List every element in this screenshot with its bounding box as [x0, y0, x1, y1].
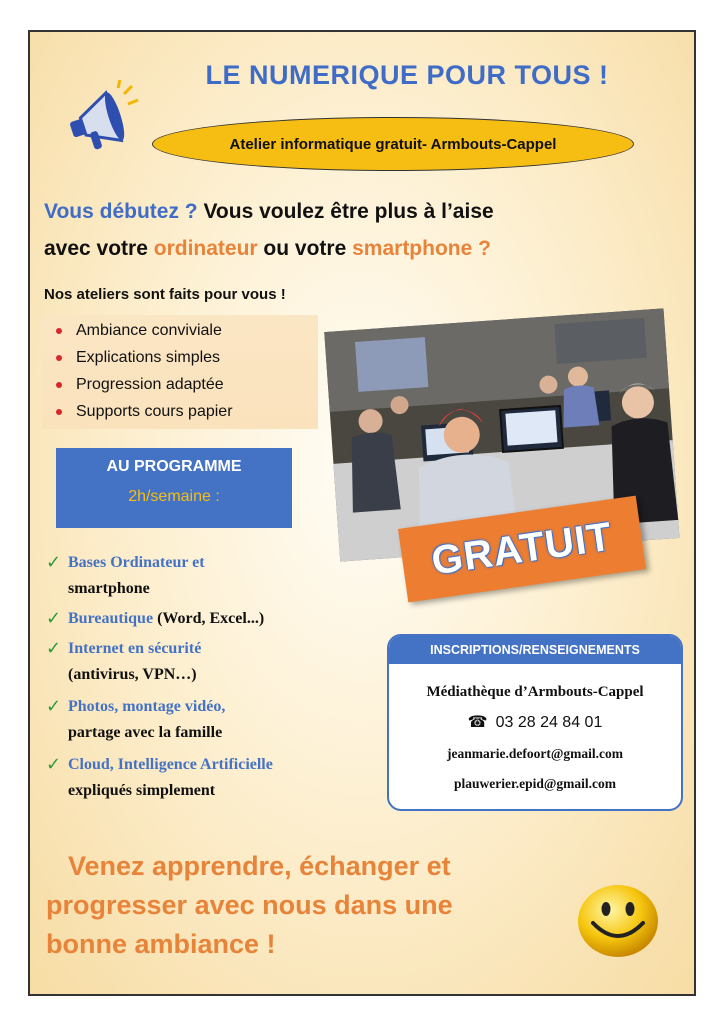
closing-line-2: progresser avec nous dans une — [46, 890, 453, 920]
contact-box — [387, 634, 683, 811]
programme-detail: smartphone — [68, 580, 150, 597]
features-list — [42, 315, 318, 429]
closing-message — [46, 847, 566, 964]
programme-box — [56, 448, 292, 528]
programme-topic: Photos, montage vidéo, — [68, 698, 226, 715]
contact-phone[interactable]: 03 28 24 84 01 — [495, 714, 603, 731]
intro-line-2-a: avec votre — [44, 237, 154, 260]
programme-topic: Internet en sécurité — [68, 640, 202, 657]
workshop-banner: Atelier informatique gratuit- Armbouts-Cappel — [152, 117, 634, 171]
phone-icon: ☎ — [467, 714, 488, 731]
free-badge-label: GRATUIT — [428, 514, 615, 583]
contact-heading: INSCRIPTIONS/RENSEIGNEMENTS — [389, 636, 681, 664]
programme-topic: Cloud, Intelligence Artificielle — [68, 756, 273, 773]
intro-smartphone: smartphone ? — [352, 237, 491, 260]
bullet-icon — [56, 355, 62, 361]
poster — [28, 30, 696, 996]
check-icon: ✓ — [46, 696, 62, 716]
programme-detail: (antivirus, VPN…) — [68, 666, 197, 683]
feature-item: Ambiance conviviale — [56, 322, 222, 340]
intro-line-1 — [44, 200, 494, 224]
contact-phone-line — [389, 712, 681, 732]
megaphone-icon — [60, 80, 140, 160]
programme-detail: (Word, Excel...) — [153, 610, 265, 627]
bullet-icon — [56, 328, 62, 334]
intro-line-1-rest: Vous voulez être plus à l’aise — [197, 200, 494, 223]
feature-item: Explications simples — [56, 349, 220, 367]
check-icon: ✓ — [46, 608, 62, 628]
intro-question: Vous débutez ? — [44, 200, 198, 223]
programme-topic: Bureautique — [68, 610, 154, 627]
page-title: LE NUMERIQUE POUR TOUS ! — [205, 60, 609, 90]
intro-line-2 — [44, 237, 491, 261]
bullet-icon — [56, 409, 62, 415]
intro-computer: ordinateur — [153, 237, 258, 260]
intro-line-2-b: ou votre — [257, 237, 353, 260]
contact-email-2[interactable]: plauwerier.epid@gmail.com — [453, 776, 617, 791]
check-icon: ✓ — [46, 754, 62, 774]
tagline: Nos ateliers sont faits pour vous ! — [44, 286, 286, 303]
feature-item: Supports cours papier — [56, 403, 233, 421]
smiley-icon — [575, 877, 661, 959]
programme-item-line — [68, 610, 264, 628]
check-icon: ✓ — [46, 552, 62, 572]
check-icon: ✓ — [46, 638, 62, 658]
programme-topic: Bases Ordinateur et — [68, 554, 205, 571]
programme-title: AU PROGRAMME — [106, 458, 242, 475]
feature-item: Progression adaptée — [56, 376, 224, 394]
bullet-icon — [56, 382, 62, 388]
closing-line-3: bonne ambiance ! — [46, 929, 276, 959]
programme-detail: partage avec la famille — [68, 724, 223, 741]
contact-place: Médiathèque d’Armbouts-Cappel — [426, 684, 644, 700]
programme-detail: expliqués simplement — [68, 782, 216, 799]
closing-line-1: Venez apprendre, échanger et — [68, 851, 451, 881]
programme-frequency: 2h/semaine : — [128, 488, 220, 505]
contact-email-1[interactable]: jeanmarie.defoort@gmail.com — [446, 746, 623, 761]
